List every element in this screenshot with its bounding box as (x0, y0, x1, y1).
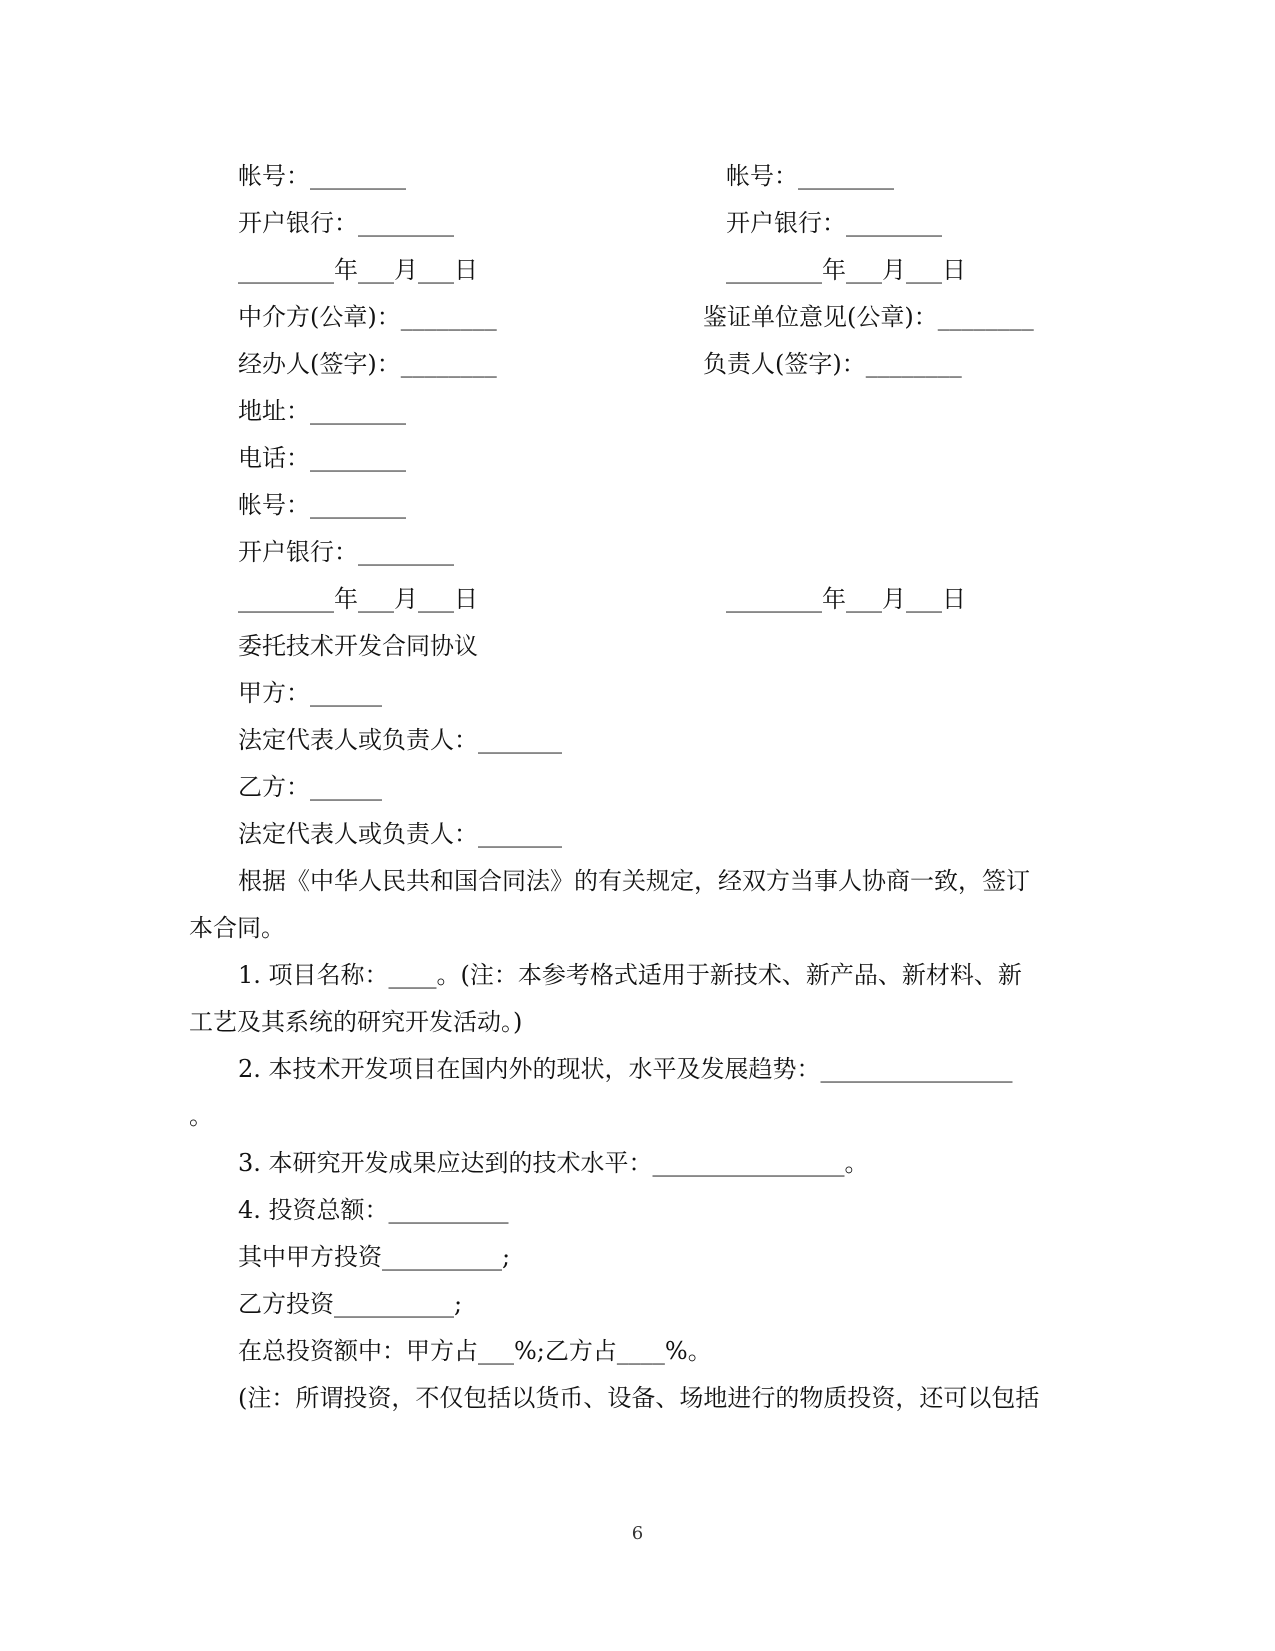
date-field-left-2: ________年___月___日 (238, 585, 478, 613)
item1-line2: 工艺及其系统的研究开发活动。) (189, 1008, 523, 1036)
date-field-left: ________年___月___日 (238, 256, 478, 284)
item4: 4. 投资总额：__________ (238, 1196, 509, 1224)
responsible-signature-field: 负责人(签字)：________ (703, 350, 962, 378)
item2-line1: 2. 本技术开发项目在国内外的现状，水平及发展趋势：________________ (238, 1055, 1013, 1083)
handler-signature-field: 经办人(签字)：________ (238, 350, 497, 378)
account-field-left: 帐号：________ (238, 162, 406, 190)
contract-title: 委托技术开发合同协议 (238, 632, 478, 660)
party-b-field: 乙方：______ (238, 773, 382, 801)
intro-paragraph-line1: 根据《中华人民共和国合同法》的有关规定，经双方当事人协商一致，签订 (238, 867, 1030, 895)
party-a-representative-field: 法定代表人或负责人：_______ (238, 726, 562, 754)
account-field: 帐号：________ (238, 491, 406, 519)
party-a-field: 甲方：______ (238, 679, 382, 707)
item3: 3. 本研究开发成果应达到的技术水平：________________。 (238, 1149, 869, 1177)
bank-field-left: 开户银行：________ (238, 209, 454, 237)
address-field: 地址：________ (238, 397, 406, 425)
intermediary-seal-field: 中介方(公章)：________ (238, 303, 497, 331)
bank-field: 开户银行：________ (238, 538, 454, 566)
date-field-right-2: ________年___月___日 (726, 585, 966, 613)
phone-field: 电话：________ (238, 444, 406, 472)
date-field-right: ________年___月___日 (726, 256, 966, 284)
verification-seal-field: 鉴证单位意见(公章)：________ (703, 303, 1034, 331)
party-b-representative-field: 法定代表人或负责人：_______ (238, 820, 562, 848)
item2-line2: 。 (189, 1102, 213, 1130)
page-number: 6 (631, 1523, 644, 1544)
account-field-right: 帐号：________ (726, 162, 894, 190)
bank-field-right: 开户银行：________ (726, 209, 942, 237)
investment-share: 在总投资额中：甲方占___%;乙方占____%。 (238, 1337, 712, 1365)
party-a-investment: 其中甲方投资__________; (238, 1243, 511, 1271)
intro-paragraph-line2: 本合同。 (189, 914, 285, 942)
party-b-investment: 乙方投资__________; (238, 1290, 463, 1318)
item1-line1: 1. 项目名称：____。(注：本参考格式适用于新技术、新产品、新材料、新 (238, 961, 1022, 989)
investment-note: (注：所谓投资，不仅包括以货币、设备、场地进行的物质投资，还可以包括 (238, 1384, 1040, 1412)
